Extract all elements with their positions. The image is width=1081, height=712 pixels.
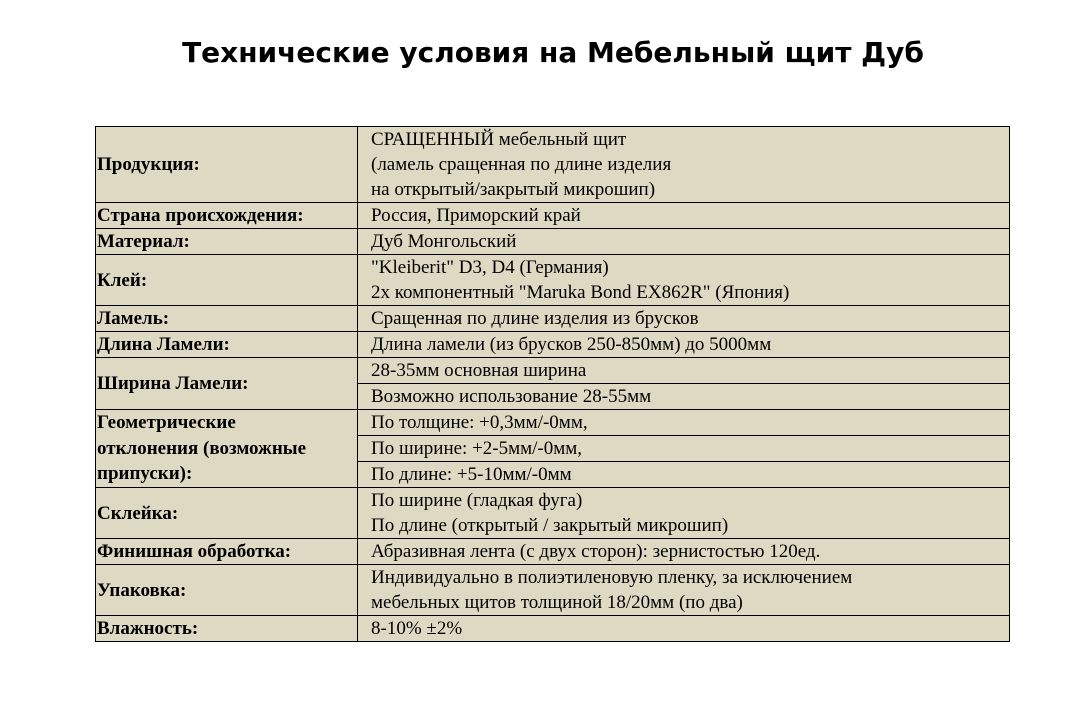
row-label: Длина Ламели: (96, 332, 358, 358)
value-line: "Kleiberit" D3, D4 (Германия) (371, 257, 609, 278)
row-value: 28-35мм основная ширина (358, 358, 1010, 384)
table-row-glue (96, 255, 1010, 306)
table-row-lamel-width (96, 358, 1010, 384)
row-value: Россия, Приморский край (358, 203, 1010, 229)
row-value (358, 255, 1010, 306)
table-row-lamel (96, 306, 1010, 332)
row-label: Страна происхождения: (96, 203, 358, 229)
row-value: По толщине: +0,3мм/-0мм, (358, 410, 1010, 436)
row-label: Упаковка: (96, 565, 358, 616)
row-value: Абразивная лента (с двух сторон): зернистостью 120ед. (358, 539, 1010, 565)
row-value (358, 565, 1010, 616)
value-line: мебельных щитов толщиной 18/20мм (по два) (371, 592, 743, 613)
value-line: Индивидуально в полиэтиленовую пленку, за исключением (371, 567, 853, 588)
row-label: Финишная обработка: (96, 539, 358, 565)
row-label (96, 410, 358, 488)
spec-table (95, 126, 1010, 642)
row-value (358, 127, 1010, 203)
row-label: Материал: (96, 229, 358, 255)
table-row-geometry (96, 410, 1010, 436)
row-value: По ширине: +2-5мм/-0мм, (358, 436, 1010, 462)
table-row-material (96, 229, 1010, 255)
page-title: Технические условия на Мебельный щит Дуб (182, 36, 924, 69)
row-value: По длине: +5-10мм/-0мм (358, 462, 1010, 488)
value-line: По длине (открытый / закрытый микрошип) (371, 515, 729, 536)
row-label: Склейка: (96, 488, 358, 539)
table-row-country (96, 203, 1010, 229)
row-label: Влажность: (96, 616, 358, 642)
table-row-finish (96, 539, 1010, 565)
row-value: 8-10% ±2% (358, 616, 1010, 642)
label-line: Геометрические (97, 412, 236, 434)
value-line: 2х компонентный "Maruka Bond EX862R" (Япония) (371, 282, 790, 303)
table-row-packing (96, 565, 1010, 616)
row-value: Сращенная по длине изделия из брусков (358, 306, 1010, 332)
row-value: Возможно использование 28-55мм (358, 384, 1010, 410)
label-line: отклонения (возможные (97, 437, 307, 459)
table-row-product (96, 127, 1010, 203)
table-row-humidity (96, 616, 1010, 642)
table-row-gluing (96, 488, 1010, 539)
value-line: на открытый/закрытый микрошип) (371, 179, 656, 200)
row-value: Длина ламели (из брусков 250-850мм) до 5000мм (358, 332, 1010, 358)
value-line: (ламель сращенная по длине изделия (371, 154, 672, 175)
value-line: СРАЩЕННЫЙ мебельный щит (371, 129, 627, 150)
row-label: Клей: (96, 255, 358, 306)
row-label: Продукция: (96, 127, 358, 203)
row-label: Ширина Ламели: (96, 358, 358, 410)
row-value: Дуб Монгольский (358, 229, 1010, 255)
table-row-lamel-length (96, 332, 1010, 358)
row-label: Ламель: (96, 306, 358, 332)
row-value (358, 488, 1010, 539)
value-line: По ширине (гладкая фуга) (371, 490, 583, 511)
label-line: припуски): (97, 463, 193, 485)
